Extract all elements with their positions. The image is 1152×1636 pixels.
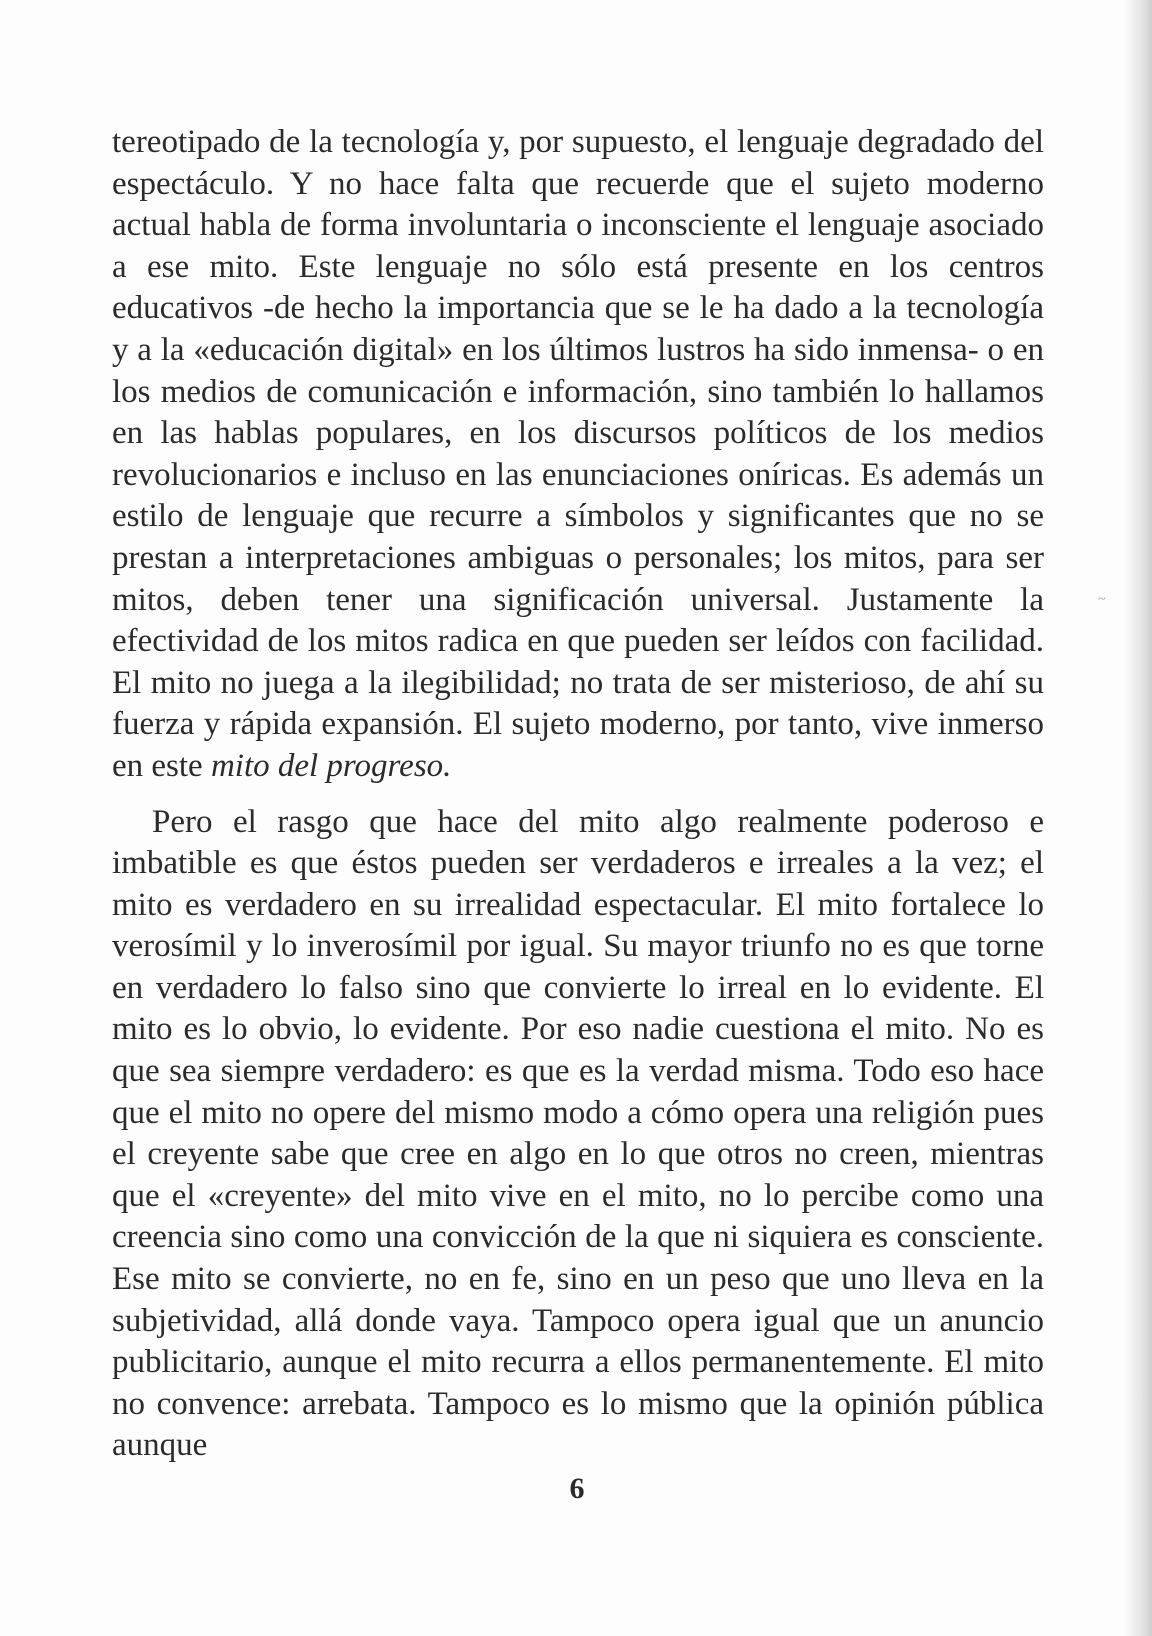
paragraph-1-emphasis: mito del progreso. bbox=[210, 747, 452, 784]
paragraph-1-text: tereotipado de la tecnología y, por supuesto, el lenguaje degradado del espectáculo. Y no hace falta que recuerde que el sujeto moderno actual habla de forma involuntaria o inconsciente el lenguaje asociado a ese mito. Este lenguaje no sólo está presente en los centros educativos -de hecho la importancia que se le ha dado a la tecnología y a la «educación digital» en los últimos lustros ha sido inmensa- o en los medios de comunicación e información, sino también lo hallamos en las hablas populares, en los discursos políticos de los medios revolucionarios e incluso en las enunciaciones oníricas. Es además un estilo de lenguaje que recurre a símbolos y significantes que no se prestan a interpretaciones ambiguas o personales; los mitos, para ser mitos, deben tener una significación universal. Justamente la efectividad de los mitos radica en que pueden ser leídos con facilidad. El mito no juega a la ilegibilidad; no trata de ser misterioso, de ahí su fuerza y rápida expansión. El sujeto moderno, por tanto, vive inmerso en este bbox=[112, 124, 1044, 784]
paragraph-1 bbox=[112, 122, 1044, 788]
page-number: 6 bbox=[569, 1472, 585, 1505]
scan-speck: ~ bbox=[1098, 592, 1106, 607]
paragraph-2-text: Pero el rasgo que hace del mito algo realmente poderoso e imbatible es que éstos pueden ser verdaderos e irreales a la vez; el mito es verdadero en su irrealidad espectacular. El mito fortalece lo verosímil y lo inverosímil por igual. Su mayor triunfo no es que torne en verdadero lo falso sino que convierte lo irreal en lo evidente. El mito es lo obvio, lo evidente. Por eso nadie cuestiona el mito. No es que sea siempre verdadero: es que es la verdad misma. Todo eso hace que el mito no opere del mismo modo a cómo opera una religión pues el creyente sabe que cree en algo en lo que otros no creen, mientras que el «creyente» del mito vive en el mito, no lo percibe como una creencia sino como una convicción de la que ni siquiera es consciente. Ese mito se convierte, no en fe, sino en un peso que uno lleva en la subjetividad, allá donde vaya. Tampoco opera igual que un anuncio publicitario, aunque el mito recurra a ellos permanentemente. El mito no convence: arrebata. Tampoco es lo mismo que la opinión pública aunque bbox=[112, 803, 1044, 1464]
paragraph-2 bbox=[112, 802, 1044, 1468]
body-text bbox=[112, 122, 1044, 1467]
page-edge-shadow bbox=[1124, 0, 1152, 1636]
